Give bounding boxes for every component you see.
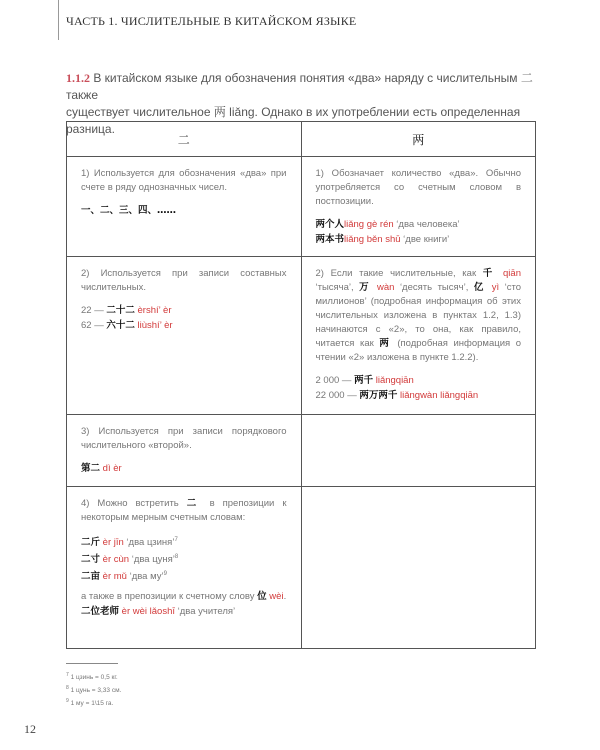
chinese-term: 二 (186, 498, 202, 509)
example-chinese: 两万两千 (359, 390, 398, 401)
footnote-number: 9 (66, 698, 69, 705)
example-number: 2 000 — (315, 375, 355, 386)
example-chinese: 二寸 (81, 554, 101, 566)
example-pinyin: liùshí’ èr (134, 320, 173, 331)
desc-text: (подробная информация о чтении «2» изложена в пункте 1.2.2). (315, 338, 521, 363)
desc-text: 2) Если такие числительные, как (315, 268, 483, 279)
desc-text: в препозиции к некоторым мерным счетным словам: (81, 498, 287, 523)
chinese-term: 位 (257, 591, 267, 603)
example-pinyin: liǎng gè rén (344, 219, 394, 230)
chinese-term: 亿 (473, 282, 487, 293)
example-line (81, 604, 287, 619)
example-line (81, 589, 287, 604)
example-pinyin: èr cùn (100, 554, 130, 566)
desc-text: ‘сто миллионов’ (подробная информация об этих числительных изложена в пунктах 1.2, 1.3) начинаются с «2», то она, как правило, читается как (315, 282, 521, 349)
column-header-liang: 两 (301, 122, 536, 157)
example-line (81, 567, 287, 584)
section-number: 1.1.2 (66, 71, 90, 85)
example-pinyin: èr mǔ (100, 571, 127, 583)
pinyin-term: yì (486, 282, 500, 293)
cell-r3-left (67, 415, 302, 487)
example-line (81, 318, 287, 333)
cell-r2-left (67, 257, 302, 415)
example-line (316, 373, 522, 388)
example-number: 22 000 — (315, 390, 360, 401)
example-chinese: 二斤 (81, 537, 101, 549)
example-chinese: 两千 (354, 375, 374, 386)
example-translation: ‘два цзиня’ (123, 537, 175, 549)
cell-r2-right (301, 257, 536, 415)
example-pinyin: èr wèi lǎoshī (119, 606, 175, 618)
desc-text: . (283, 591, 287, 603)
example-pinyin: èrshí’ èr (134, 305, 172, 316)
chinese-term: 千 (482, 268, 497, 279)
table-row (67, 415, 536, 487)
cell-description (81, 497, 287, 525)
cell-r4-right-empty (301, 487, 536, 649)
page-number: 12 (24, 722, 36, 736)
chinese-term: 万 (359, 282, 372, 293)
example-chinese: 二位老师 (81, 606, 120, 618)
column-header-er: 二 (67, 122, 302, 157)
footnote-divider (66, 663, 118, 664)
cell-description: 2) Используется при записи составных числительных. (81, 268, 287, 293)
cell-r4-left (67, 487, 302, 649)
example-chinese: 二亩 (81, 571, 101, 583)
running-header: ЧАСТЬ 1. ЧИСЛИТЕЛЬНЫЕ В КИТАЙСКОМ ЯЗЫКЕ (66, 14, 357, 28)
desc-text: а также в препозиции к счетному слову (81, 591, 258, 603)
cell-r3-right-empty (301, 415, 536, 487)
example-number: 22 — (81, 305, 107, 316)
example-line (81, 533, 287, 550)
cell-r1-left (67, 157, 302, 257)
pinyin-term: wàn (371, 282, 395, 293)
cell-description: 1) Используется для обозначения «два» при счете в ряду однозначных чисел. (81, 168, 287, 193)
example-chinese: 两本书 (315, 234, 345, 245)
footnote-number: 7 (66, 672, 69, 678)
table-row (67, 487, 536, 649)
example-translation: ‘два му’ (126, 571, 164, 583)
footnote-ref: 8 (174, 554, 179, 561)
chinese-term: 两 (379, 338, 392, 349)
example-pinyin: dì èr (100, 463, 122, 474)
example-line (316, 232, 522, 247)
example-number: 62 — (81, 320, 107, 331)
example-chinese: 六十二 (106, 320, 135, 331)
example-pinyin: liǎngwàn liǎngqiān (397, 390, 479, 401)
example-line (81, 303, 287, 318)
example-counting: 一、二、三、四、…… (81, 205, 177, 216)
example-line (81, 550, 287, 567)
example-pinyin: liǎng běn shū (344, 234, 401, 245)
cell-r1-right (301, 157, 536, 257)
example-translation: ‘два человека’ (393, 219, 460, 230)
intro-line-1: В китайском языке для обозначения понятия «два» наряду с числительным 二 также (66, 71, 533, 102)
intro-line-2: существует числительное 两 liǎng. Однако в их употреблении есть определенная разница. (66, 105, 521, 136)
cell-description: 3) Используется при записи порядкового числительного «второй». (81, 426, 287, 451)
example-line (316, 388, 522, 403)
comparison-table (66, 121, 536, 649)
desc-text: 4) Можно встретить (81, 498, 187, 509)
footnotes (66, 670, 121, 709)
footnote-ref: 7 (174, 537, 178, 543)
table-row (67, 257, 536, 415)
example-chinese: 两个人 (315, 219, 345, 230)
footnote (66, 670, 121, 683)
example-translation: ‘два учителя’ (175, 606, 236, 618)
desc-text: ‘тысяча’, (315, 282, 360, 293)
header-rule (58, 0, 59, 40)
example-chinese: 二十二 (106, 305, 135, 316)
cell-description (316, 267, 522, 365)
cell-description: 1) Обозначает количество «два». Обычно употребляется со счетным словом в постпозиции. (315, 168, 521, 207)
footnote (66, 696, 121, 709)
desc-text: ‘десять тысяч’, (394, 282, 474, 293)
example-line (316, 217, 522, 232)
example-line (81, 461, 287, 476)
example-pinyin: èr jīn (100, 537, 124, 549)
footnote (66, 683, 121, 696)
example-translation: ‘два цуня’ (129, 554, 175, 566)
footnote-text: 1 му = 1\15 га. (68, 700, 114, 708)
table-row (67, 157, 536, 257)
example-pinyin: liǎngqiān (373, 375, 414, 386)
footnote-text: 1 цунь = 3,33 см. (68, 687, 122, 695)
example-translation: ‘две книги’ (400, 234, 450, 245)
table-header-row (67, 122, 536, 157)
footnote-text: 1 цзинь = 0,5 кг. (68, 674, 118, 682)
example-chinese: 第二 (81, 463, 101, 474)
pinyin-term: qiān (496, 268, 521, 279)
footnote-ref: 9 (163, 571, 167, 578)
pinyin-term: wèi (266, 591, 284, 603)
footnote-number: 8 (66, 685, 69, 692)
